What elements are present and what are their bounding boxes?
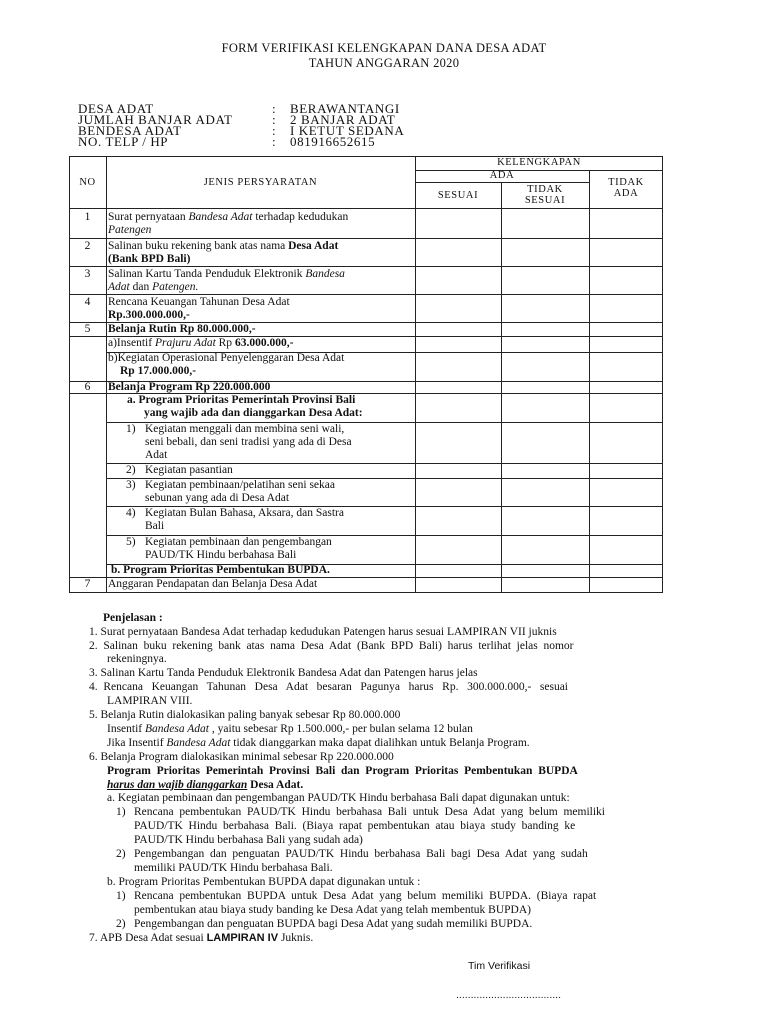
row-number: 3 bbox=[84, 268, 91, 280]
item-number: 4) bbox=[126, 507, 136, 519]
tim-verifikasi-label: Tim Verifikasi bbox=[468, 960, 531, 972]
penjelasan-item-5-jika: Jika Insentif Bandesa Adat tidak dianggarkan maka dapat dialihkan untuk Belanja Program. bbox=[107, 737, 530, 749]
header-ada: ADA bbox=[489, 170, 515, 181]
table-border bbox=[662, 156, 663, 592]
item-number: 5) bbox=[126, 536, 136, 548]
table-header-bottom bbox=[69, 208, 663, 209]
row-3-text: Salinan Kartu Tanda Penduduk Elektronik Bandesa Adat dan Patengen. bbox=[108, 268, 345, 293]
info-value-desa-adat: BERAWANTANGI bbox=[290, 101, 400, 116]
info-label-telp: NO. TELP / HP bbox=[78, 134, 169, 149]
table-border bbox=[69, 592, 663, 593]
info-colon: : bbox=[272, 112, 277, 127]
row-7-text: Anggaran Pendapatan dan Belanja Desa Adat bbox=[108, 578, 318, 590]
row-6a1-text: Kegiatan menggali dan membina seni wali, seni bebali, dan seni tradisi yang ada di Desa Adat bbox=[145, 423, 352, 461]
penjelasan-item-6b2: Pengembangan dan penguatan BUPDA bagi Desa Adat yang sudah memiliki BUPDA. bbox=[134, 918, 533, 930]
row-4-text: Rencana Keuangan Tahunan Desa Adat Rp.300.000.000,- bbox=[108, 296, 290, 321]
item-number: 2) bbox=[116, 918, 126, 930]
penjelasan-item-6: 6. Belanja Program dialokasikan minimal sebesar Rp 220.000.000 bbox=[89, 751, 394, 763]
header-kelengkapan: KELENGKAPAN bbox=[497, 157, 581, 168]
penjelasan-item-4: 4. Rencana Keuangan Tahunan Desa Adat besaran Pagunya harus Rp. 300.000.000,- sesuai bbox=[89, 681, 568, 693]
penjelasan-item-6a2: Pengembangan dan penguatan PAUD/TK Hindu berbahasa Bali bagi Desa Adat yang sudah bbox=[134, 848, 588, 860]
row-6a4-text: Kegiatan Bulan Bahasa, Aksara, dan Sastra Bali bbox=[145, 507, 344, 532]
penjelasan-item-6a1-cont: PAUD/TK Hindu berbahasa Bali. (Biaya rapat pembentukan atau biaya study banding ke bbox=[134, 820, 576, 832]
penjelasan-item-6b1-cont: pembentukan atau biaya study banding ke Desa Adat yang telah membentuk BUPDA) bbox=[134, 904, 531, 916]
item-number: 1) bbox=[126, 423, 136, 435]
row-divider bbox=[69, 238, 663, 239]
row-6a2-text: Kegiatan pasantian bbox=[145, 464, 233, 476]
item-number: 3) bbox=[126, 479, 136, 491]
row-6a-text: a. Program Prioritas Pemerintah Provinsi Bali yang wajib ada dan dianggarkan Desa Adat: bbox=[127, 394, 363, 419]
row-2-text: Salinan buku rekening bank atas nama Desa Adat (Bank BPD Bali) bbox=[108, 240, 339, 265]
penjelasan-item-6a1: Rencana pembentukan PAUD/TK Hindu berbahasa Bali untuk Desa Adat yang belum memiliki bbox=[134, 806, 605, 818]
persyaratan-table bbox=[69, 156, 663, 593]
penjelasan-item-2-cont: rekeningnya. bbox=[107, 653, 167, 665]
penjelasan-title: Penjelasan : bbox=[103, 612, 163, 624]
col-divider bbox=[415, 156, 416, 592]
info-colon: : bbox=[272, 101, 277, 116]
row-5-text: Belanja Rutin Rp 80.000.000,- bbox=[108, 323, 256, 335]
form-title: FORM VERIFIKASI KELENGKAPAN DANA DESA ADAT bbox=[221, 41, 547, 55]
penjelasan-item-1: 1. Surat pernyataan Bandesa Adat terhadap kedudukan Patengen harus sesuai LAMPIRAN VII juknis bbox=[89, 626, 557, 638]
col-divider bbox=[589, 170, 590, 592]
info-label-desa-adat: DESA ADAT bbox=[78, 101, 154, 116]
item-number: 2) bbox=[126, 464, 136, 476]
row-5a-text: a)Insentif Prajuru Adat Rp 63.000.000,- bbox=[108, 337, 294, 349]
penjelasan-item-4-cont: LAMPIRAN VIII. bbox=[107, 695, 193, 707]
row-6b-text: b. Program Prioritas Pembentukan BUPDA. bbox=[111, 564, 330, 576]
penjelasan-item-7: 7. APB Desa Adat sesuai LAMPIRAN IV Juknis. bbox=[89, 932, 314, 944]
row-number: 6 bbox=[84, 381, 91, 393]
info-value-bendesa: I KETUT SEDANA bbox=[290, 123, 405, 138]
penjelasan-item-6a: a. Kegiatan pembinaan dan pengembangan PAUD/TK Hindu berbahasa Bali dapat digunakan untuk: bbox=[107, 792, 570, 804]
penjelasan-item-3: 3. Salinan Kartu Tanda Penduduk Elektronik Bandesa Adat dan Patengen harus jelas bbox=[89, 667, 478, 679]
info-value-jumlah-banjar: 2 BANJAR ADAT bbox=[290, 112, 396, 127]
row-6a5-text: Kegiatan pembinaan dan pengembangan PAUD/TK Hindu berbahasa Bali bbox=[145, 536, 332, 561]
row-divider bbox=[69, 294, 663, 295]
row-6-text: Belanja Program Rp 220.000.000 bbox=[108, 381, 271, 393]
item-number: 1) bbox=[116, 806, 126, 818]
info-label-jumlah-banjar: JUMLAH BANJAR ADAT bbox=[78, 112, 233, 127]
item-number: 1) bbox=[116, 890, 126, 902]
penjelasan-item-5: 5. Belanja Rutin dialokasikan paling banyak sebesar Rp 80.000.000 bbox=[89, 709, 401, 721]
penjelasan-item-6b1: Rencana pembentukan BUPDA untuk Desa Adat yang belum memiliki BUPDA. (Biaya rapat bbox=[134, 890, 597, 902]
col-divider bbox=[106, 156, 107, 592]
penjelasan-item-5-insentif: Insentif Bandesa Adat , yaitu sebesar Rp 1.500.000,- per bulan selama 12 bulan bbox=[107, 723, 473, 735]
row-number: 4 bbox=[84, 296, 91, 308]
info-value-telp: 081916652615 bbox=[290, 134, 376, 149]
info-colon: : bbox=[272, 123, 277, 138]
info-label-bendesa: BENDESA ADAT bbox=[78, 123, 182, 138]
row-1-text: Surat pernyataan Bandesa Adat terhadap kedudukan Patengen bbox=[108, 211, 349, 236]
penjelasan-item-6-program: Program Prioritas Pemerintah Provinsi Bali dan Program Prioritas Pembentukan BUPDA bbox=[107, 765, 578, 777]
row-number: 7 bbox=[84, 578, 91, 590]
penjelasan-item-2: 2. Salinan buku rekening bank atas nama Desa Adat (Bank BPD Bali) harus terlihat jelas nomor bbox=[89, 640, 574, 652]
signature-line: .................................... bbox=[456, 989, 562, 1001]
header-no: NO bbox=[79, 177, 96, 188]
penjelasan-item-6a1-cont: PAUD/TK Hindu berbahasa Bali yang sudah ada) bbox=[134, 834, 363, 846]
row-5b-text: b)Kegiatan Operasional Penyelenggaran Desa Adat Rp 17.000.000,- bbox=[108, 352, 345, 377]
row-6a3-text: Kegiatan pembinaan/pelatihan seni sekaa sebunan yang ada di Desa Adat bbox=[145, 479, 335, 504]
header-jenis: JENIS PERSYARATAN bbox=[203, 177, 318, 188]
info-colon: : bbox=[272, 134, 277, 149]
header-tidak-ada: TIDAK ADA bbox=[608, 177, 644, 199]
form-subtitle: TAHUN ANGGARAN 2020 bbox=[308, 56, 460, 70]
penjelasan-item-6a2-cont: memiliki PAUD/TK Hindu berbahasa Bali. bbox=[134, 862, 333, 874]
header-tidak-sesuai: TIDAK SESUAI bbox=[524, 184, 566, 206]
penjelasan-item-6b: b. Program Prioritas Pembentukan BUPDA dapat digunakan untuk : bbox=[107, 876, 421, 888]
row-divider bbox=[69, 266, 663, 267]
header-sesuai: SESUAI bbox=[437, 190, 479, 201]
penjelasan-item-6-wajib: harus dan wajib dianggarkan Desa Adat. bbox=[107, 779, 304, 791]
item-number: 2) bbox=[116, 848, 126, 860]
table-divider bbox=[415, 182, 589, 183]
row-number: 1 bbox=[84, 211, 91, 223]
col-divider bbox=[501, 182, 502, 592]
row-number: 2 bbox=[84, 240, 91, 252]
row-number: 5 bbox=[84, 323, 91, 335]
